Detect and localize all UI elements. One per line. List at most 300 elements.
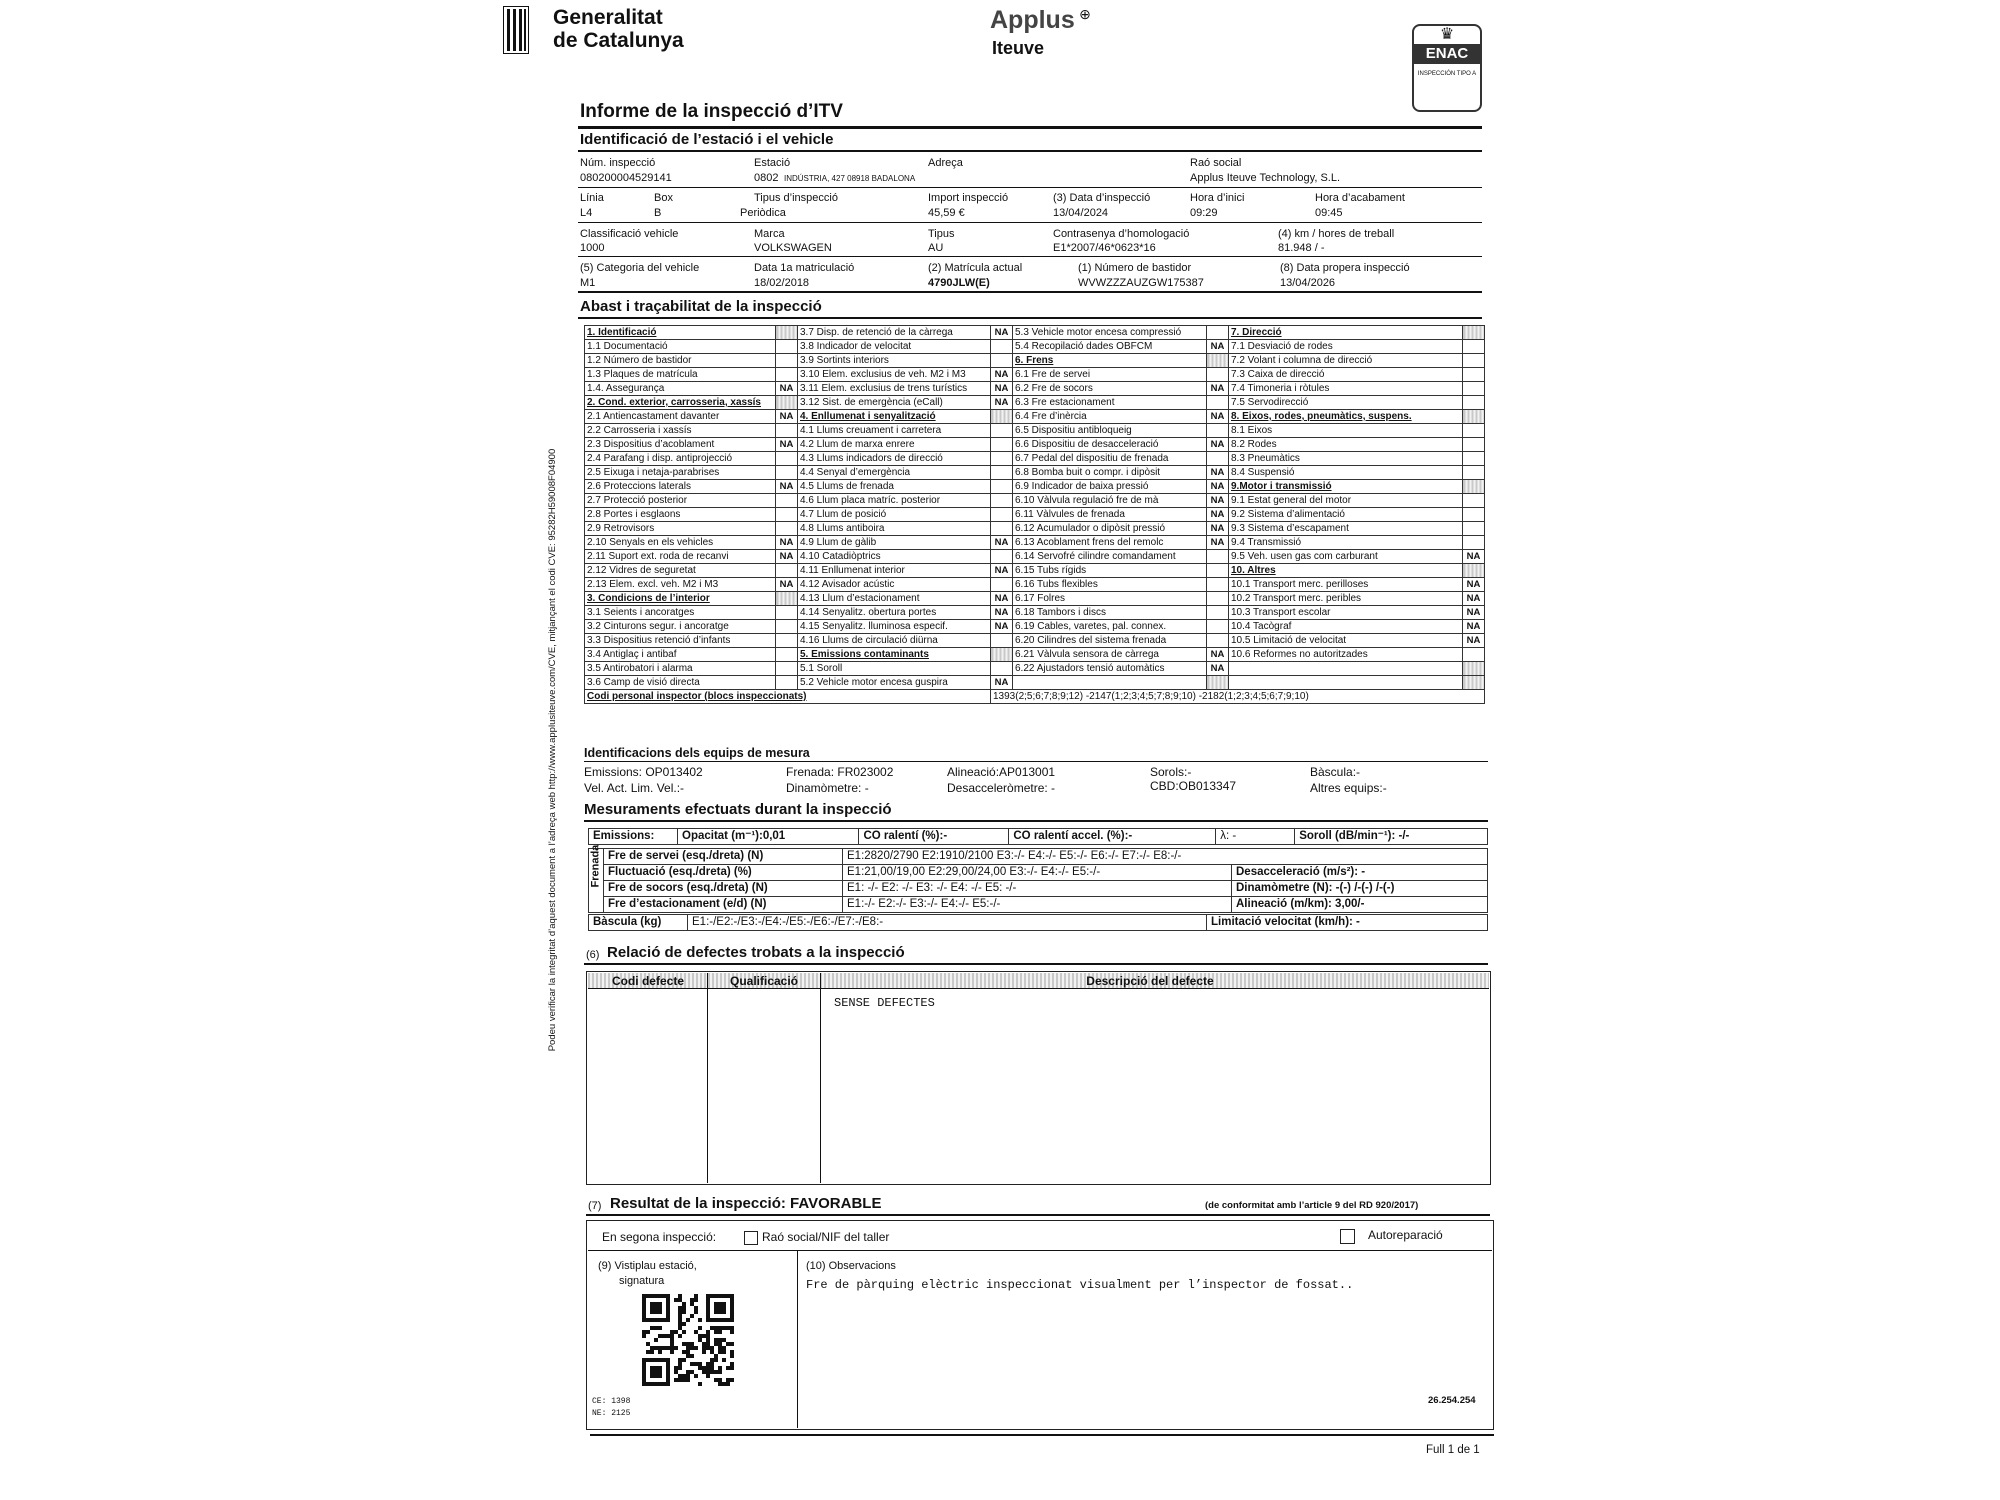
observacions-label: (10) Observacions: [806, 1260, 896, 1272]
checklist-na-mark: [1463, 522, 1485, 536]
checklist-na-mark: [776, 326, 798, 340]
checklist-item: 10.2 Transport merc. peribles: [1229, 592, 1463, 606]
checklist-na-mark: NA: [1207, 480, 1229, 494]
checklist-na-mark: [1463, 466, 1485, 480]
checklist-item: 7.2 Volant i columna de direcció: [1229, 354, 1463, 368]
tipus-insp-label: Tipus d’inspecció: [754, 192, 838, 204]
checklist-na-mark: NA: [776, 382, 798, 396]
checklist-item: 2.3 Dispositius d’acoblament: [585, 438, 776, 452]
adreca-label: Adreça: [928, 157, 963, 169]
codi-inspector-row: [585, 690, 1485, 704]
checklist-row: [585, 522, 1485, 536]
linia: L4: [580, 207, 593, 219]
checklist-item: 4.15 Senyalitz. lluminosa especif.: [798, 620, 991, 634]
resultat-rule: [586, 1214, 1490, 1216]
checklist-na-mark: NA: [1207, 382, 1229, 396]
checklist-item: 8.4 Suspensió: [1229, 466, 1463, 480]
checklist-na-mark: [1463, 494, 1485, 508]
checklist-na-mark: NA: [1207, 522, 1229, 536]
page-number: Full 1 de 1: [1426, 1444, 1480, 1456]
frenada-label: Frenada: [589, 844, 602, 888]
checklist-item: 3.2 Cinturons segur. i ancoratge: [585, 620, 776, 634]
checklist-na-mark: NA: [991, 592, 1013, 606]
checklist-na-mark: NA: [1463, 578, 1485, 592]
checklist-na-mark: [776, 508, 798, 522]
checklist-item: 2.10 Senyals en els vehicles: [585, 536, 776, 550]
matricula-label: (2) Matrícula actual: [928, 262, 1023, 274]
col-codi-defecte: Codi defecte: [611, 974, 684, 988]
checklist-item: 2. Cond. exterior, carrosseria, xassís: [585, 396, 776, 410]
tipus-insp: Periòdica: [740, 207, 786, 219]
checklist-na-mark: NA: [991, 536, 1013, 550]
checklist-item: 6.15 Tubs rígids: [1013, 564, 1207, 578]
checklist-na-mark: [1207, 424, 1229, 438]
checklist-na-mark: [1463, 326, 1485, 340]
checklist-na-mark: NA: [1207, 508, 1229, 522]
checklist-item: 2.8 Portes i esglaons: [585, 508, 776, 522]
classif-label: Classificació vehicle: [580, 228, 679, 240]
registered-icon: ⊕: [1079, 6, 1091, 22]
signatura-label: signatura: [619, 1275, 665, 1287]
checklist-item: 4.14 Senyalitz. obertura portes: [798, 606, 991, 620]
checklist-na-mark: [991, 410, 1013, 424]
checklist-na-mark: [1463, 424, 1485, 438]
checklist-item: 3.10 Elem. exclusius de veh. M2 i M3: [798, 368, 991, 382]
checklist-item: 3.9 Sortints interiors: [798, 354, 991, 368]
checklist-na-mark: [991, 340, 1013, 354]
vistiplau-label: (9) Vistiplau estació,: [598, 1260, 697, 1272]
checklist-item: 4.10 Catadiòptrics: [798, 550, 991, 564]
checklist-row: [585, 508, 1485, 522]
defectes-header-rule: [588, 988, 1489, 989]
checklist-na-mark: [1207, 550, 1229, 564]
checklist-row: [585, 410, 1485, 424]
checklist-na-mark: [1463, 452, 1485, 466]
propera-label: (8) Data propera inspecció: [1280, 262, 1410, 274]
checklist-na-mark: [1207, 368, 1229, 382]
checklist-item: 3.8 Indicador de velocitat: [798, 340, 991, 354]
checklist-item: 2.5 Eixuga i netaja-parabrises: [585, 466, 776, 480]
fre-socors-label: Fre de socors (esq./dreta) (N): [604, 881, 843, 897]
checklist-item: 4.11 Enllumenat interior: [798, 564, 991, 578]
checklist-item: 6.21 Vàlvula sensora de càrrega: [1013, 648, 1207, 662]
verification-text: Podeu verificar la integritat d’aquest document a l’adreça web http://www.applusiteuve.com/CVE, mitjançant el codi CVE: 95282H59008F04900: [547, 448, 558, 1052]
checklist-na-mark: NA: [776, 536, 798, 550]
checklist-item: 6.18 Tambors i discs: [1013, 606, 1207, 620]
checklist-na-mark: [1463, 396, 1485, 410]
checklist-na-mark: NA: [1207, 662, 1229, 676]
checklist-na-mark: NA: [1207, 466, 1229, 480]
checklist-na-mark: [991, 550, 1013, 564]
checklist-item: 9.2 Sistema d’alimentació: [1229, 508, 1463, 522]
checklist-item: 10.1 Transport merc. perilloses: [1229, 578, 1463, 592]
segona-label: En segona inspecció:: [602, 1230, 717, 1244]
checklist-row: [585, 592, 1485, 606]
box: B: [654, 207, 662, 219]
checklist-na-mark: [776, 662, 798, 676]
fluctuacio-label: Fluctuació (esq./dreta) (%): [604, 865, 843, 881]
classif: 1000: [580, 242, 605, 254]
checklist-na-mark: NA: [991, 606, 1013, 620]
checklist-row: [585, 662, 1485, 676]
checklist-item: 4.12 Avisador acústic: [798, 578, 991, 592]
bascula-values: E1:-/E2:-/E3:-/E4:-/E5:-/E6:-/E7:-/E8:-: [688, 915, 1207, 931]
checklist-item: 9.3 Sistema d’escapament: [1229, 522, 1463, 536]
checklist-item: 1. Identificació: [585, 326, 776, 340]
checklist-na-mark: [991, 480, 1013, 494]
resultat-inner-rule: [588, 1250, 1492, 1251]
applus-name: Applus: [990, 6, 1075, 34]
marca-label: Marca: [754, 228, 785, 240]
enac-small: INSPECCIÓN TIPO A: [1417, 71, 1477, 77]
checklist-item: 6.8 Bomba buit o compr. i dipòsit: [1013, 466, 1207, 480]
equips-altres: Altres equips:-: [1310, 781, 1387, 795]
checklist-item: 3.4 Antiglaç i antibaf: [585, 648, 776, 662]
checklist-item: 6.14 Servofré cilindre comandament: [1013, 550, 1207, 564]
checklist-na-mark: [1463, 536, 1485, 550]
box-label: Box: [654, 192, 673, 204]
checklist-row: [585, 634, 1485, 648]
checklist-na-mark: [1463, 410, 1485, 424]
resultat-legal: (de conformitat amb l’article 9 del RD 920/2017): [1205, 1200, 1419, 1211]
checklist-na-mark: [1207, 564, 1229, 578]
checklist-na-mark: NA: [776, 578, 798, 592]
equips-sorols: Sorols:-: [1150, 765, 1192, 779]
checklist-item: 3.1 Seients i ancoratges: [585, 606, 776, 620]
crown-icon: ♛: [1439, 26, 1455, 43]
checklist-na-mark: [776, 606, 798, 620]
applus-logo: [990, 6, 1091, 35]
checklist-item: 1.4. Assegurança: [585, 382, 776, 396]
checklist-na-mark: [776, 522, 798, 536]
checklist-na-mark: [776, 634, 798, 648]
fre-estac-label: Fre d’estacionament (e/d) (N): [604, 897, 843, 913]
checklist-item: 4.16 Llums de circulació diürna: [798, 634, 991, 648]
checklist-na-mark: [1463, 368, 1485, 382]
checklist-item: 4.6 Llum placa matríc. posterior: [798, 494, 991, 508]
checklist-row: [585, 326, 1485, 340]
meas-soroll: Soroll (dB/min⁻¹): -/-: [1295, 829, 1488, 845]
checklist-item: 7.4 Timoneria i ròtules: [1229, 382, 1463, 396]
checklist-item: 4.4 Senyal d’emergència: [798, 466, 991, 480]
checklist-item: 6.4 Fre d’inèrcia: [1013, 410, 1207, 424]
checklist-na-mark: [1207, 326, 1229, 340]
checklist-item: 10.5 Limitació de velocitat: [1229, 634, 1463, 648]
checklist-item: 6.9 Indicador de baixa pressió: [1013, 480, 1207, 494]
hora-acab-label: Hora d’acabament: [1315, 192, 1405, 204]
checklist-item: 9.Motor i transmissió: [1229, 480, 1463, 494]
meas-lambda: λ: -: [1216, 829, 1295, 845]
checklist-na-mark: [1463, 438, 1485, 452]
checklist-na-mark: [991, 634, 1013, 648]
checklist-item: 1.2 Número de bastidor: [585, 354, 776, 368]
equips-vel: Vel. Act. Lim. Vel.:-: [584, 781, 685, 795]
checklist-row: [585, 354, 1485, 368]
checklist-item: 3.12 Sist. de emergència (eCall): [798, 396, 991, 410]
codi-inspector-value: 1393(2;5;6;7;8;9;12) -2147(1;2;3;4;5;7;8;9;10) -2182(1;2;3;4;5;6;7;9;10): [991, 690, 1485, 704]
checklist-item: 2.7 Protecció posterior: [585, 494, 776, 508]
checklist-na-mark: [991, 508, 1013, 522]
checklist-item: 4.8 Llums antiboira: [798, 522, 991, 536]
checklist-row: [585, 648, 1485, 662]
checklist-item: 3.5 Antirobatori i alarma: [585, 662, 776, 676]
checklist-item: 2.9 Retrovisors: [585, 522, 776, 536]
checklist-na-mark: NA: [776, 438, 798, 452]
checklist-item: 6. Frens: [1013, 354, 1207, 368]
checklist-row: [585, 536, 1485, 550]
col-qualificacio: Qualificació: [729, 974, 799, 988]
checklist-item: 6.16 Tubs flexibles: [1013, 578, 1207, 592]
checklist-row: [585, 368, 1485, 382]
checklist-item: 2.11 Suport ext. roda de recanvi: [585, 550, 776, 564]
meas-co-accel: CO ralentí accel. (%):-: [1009, 829, 1216, 845]
checklist-na-mark: [1207, 592, 1229, 606]
checklist-item: 7. Direcció: [1229, 326, 1463, 340]
checklist-item: 5.4 Recopilació dades OBFCM: [1013, 340, 1207, 354]
checklist-item: 6.20 Cilindres del sistema frenada: [1013, 634, 1207, 648]
defectes-num: (6): [586, 949, 600, 961]
mesuraments-rule: [584, 820, 1488, 822]
checklist-na-mark: [1463, 648, 1485, 662]
checklist-na-mark: [776, 354, 798, 368]
checklist-item: 10.3 Transport escolar: [1229, 606, 1463, 620]
equips-alineacio: Alineació:AP013001: [947, 765, 1056, 779]
mesuraments-title: Mesuraments efectuats durant la inspecció: [584, 801, 892, 818]
propera: 13/04/2026: [1280, 277, 1336, 289]
enac-label: ENAC: [1414, 44, 1480, 64]
checklist-na-mark: NA: [1207, 494, 1229, 508]
fre-servei: E1:2820/2790 E2:1910/2100 E3:-/- E4:-/- E5:-/- E6:-/- E7:-/- E8:-/-: [843, 849, 1488, 865]
categoria: M1: [580, 277, 596, 289]
checklist-na-mark: [991, 662, 1013, 676]
checklist-na-mark: NA: [1207, 536, 1229, 550]
fre-servei-label: Fre de servei (esq./dreta) (N): [604, 849, 843, 865]
checklist-row: [585, 396, 1485, 410]
checklist-na-mark: [776, 620, 798, 634]
checklist-item: 6.2 Fre de socors: [1013, 382, 1207, 396]
checklist-item: [1229, 676, 1463, 690]
checklist-item: 7.3 Caixa de direcció: [1229, 368, 1463, 382]
import: 45,59 €: [928, 207, 965, 219]
checklist-na-mark: [1463, 382, 1485, 396]
checklist-na-mark: NA: [776, 410, 798, 424]
rao-social-taller-label: Raó social/NIF del taller: [762, 1230, 890, 1244]
checklist-row: [585, 550, 1485, 564]
meas-opacitat: Opacitat (m⁻¹):0,01: [678, 829, 859, 845]
estacio: 0802: [754, 172, 779, 184]
checklist-item: 5.2 Vehicle motor encesa guspira: [798, 676, 991, 690]
checklist-row: [585, 452, 1485, 466]
resultat-num: (7): [588, 1200, 602, 1212]
ident-row-rule: [578, 222, 1482, 223]
adreca: INDÚSTRIA, 427 08918 BADALONA: [784, 174, 916, 183]
ident-rule: [578, 150, 1482, 152]
checklist-row: [585, 620, 1485, 634]
bastidor-label: (1) Número de bastidor: [1078, 262, 1192, 274]
estacio-label: Estació: [754, 157, 791, 169]
checklist-row: [585, 480, 1485, 494]
checklist-row: [585, 382, 1485, 396]
checklist-item: 4.7 Llum de posició: [798, 508, 991, 522]
rao-social-checkbox[interactable]: [744, 1231, 758, 1245]
checklist-item: 1.3 Plaques de matrícula: [585, 368, 776, 382]
checklist-item: 4.1 Llums creuament i carretera: [798, 424, 991, 438]
checklist-item: 6.17 Folres: [1013, 592, 1207, 606]
checklist-item: 8.3 Pneumàtics: [1229, 452, 1463, 466]
checklist-item: 6.3 Fre estacionament: [1013, 396, 1207, 410]
checklist-na-mark: [991, 354, 1013, 368]
defectes-col-divider: [820, 973, 821, 1183]
checklist-na-mark: NA: [991, 368, 1013, 382]
defectes-title: Relació de defectes trobats a la inspecció: [607, 944, 905, 961]
checklist-item: 4. Enllumenat i senyalització: [798, 410, 991, 424]
checklist-item: 6.5 Dispositiu antibloqueig: [1013, 424, 1207, 438]
defectes-col-divider: [707, 973, 708, 1183]
applus-sub: Iteuve: [992, 38, 1045, 58]
checklist-na-mark: [776, 424, 798, 438]
braking-table: [588, 844, 1488, 913]
checklist-na-mark: NA: [991, 564, 1013, 578]
checklist-row: [585, 340, 1485, 354]
report-title: Informe de la inspecció d’ITV: [580, 101, 843, 122]
ident-title: Identificació de l’estació i el vehicle: [580, 131, 834, 148]
checklist-na-mark: NA: [991, 396, 1013, 410]
document-number: 26.254.254: [1428, 1395, 1476, 1406]
checklist-item: 2.12 Vidres de seguretat: [585, 564, 776, 578]
equips-desacc: Desacceleròmetre: -: [947, 781, 1056, 795]
checklist-item: 8.1 Eixos: [1229, 424, 1463, 438]
abast-title: Abast i traçabilitat de la inspecció: [580, 298, 822, 315]
equips-emissions: Emissions: OP013402: [584, 765, 703, 779]
checklist-na-mark: [776, 494, 798, 508]
data-insp: 13/04/2024: [1053, 207, 1109, 219]
checklist-na-mark: [1207, 354, 1229, 368]
checklist-na-mark: [1463, 662, 1485, 676]
meas-limitacio: Limitació velocitat (km/h): -: [1207, 915, 1488, 931]
checklist-item: 5.1 Soroll: [798, 662, 991, 676]
checklist-item: 6.1 Fre de servei: [1013, 368, 1207, 382]
categoria-label: (5) Categoria del vehicle: [580, 262, 700, 274]
checklist-row: [585, 564, 1485, 578]
checklist-na-mark: [776, 676, 798, 690]
checklist-na-mark: [776, 592, 798, 606]
checklist-na-mark: NA: [1207, 410, 1229, 424]
checklist-na-mark: NA: [776, 550, 798, 564]
checklist-na-mark: NA: [1463, 634, 1485, 648]
checklist-na-mark: [1463, 564, 1485, 578]
checklist-na-mark: [1463, 676, 1485, 690]
checklist-item: 9.5 Veh. usen gas com carburant: [1229, 550, 1463, 564]
checklist-item: 6.19 Cables, varetes, pal. connex.: [1013, 620, 1207, 634]
checklist-na-mark: [776, 564, 798, 578]
checklist-na-mark: [991, 438, 1013, 452]
hora-inici: 09:29: [1190, 207, 1218, 219]
fre-socors: E1: -/- E2: -/- E3: -/- E4: -/- E5: -/-: [843, 881, 1232, 897]
checklist-item: 3.7 Disp. de retenció de la càrrega: [798, 326, 991, 340]
sense-defectes: SENSE DEFECTES: [834, 996, 935, 1010]
hora-acab: 09:45: [1315, 207, 1343, 219]
frenada-label-cell: [589, 844, 604, 913]
defectes-rule: [584, 963, 1488, 965]
checklist-item: 6.13 Acoblament frens del remolc: [1013, 536, 1207, 550]
observacions-text: Fre de pàrquing elèctric inspeccionat visualment per l’inspector de fossat..: [806, 1278, 1354, 1292]
ne-code: NE: 2125: [592, 1409, 631, 1418]
bascula-table: [588, 914, 1488, 931]
checklist-na-mark: [1207, 578, 1229, 592]
checklist-item: 3.6 Camp de visió directa: [585, 676, 776, 690]
inspection-checklist: [584, 325, 1485, 704]
checklist-item: 2.4 Parafang i disp. antiprojecció: [585, 452, 776, 466]
checklist-na-mark: NA: [991, 676, 1013, 690]
checklist-na-mark: NA: [1207, 438, 1229, 452]
checklist-item: 2.13 Elem. excl. veh. M2 i M3: [585, 578, 776, 592]
checklist-na-mark: [776, 368, 798, 382]
checklist-na-mark: [991, 452, 1013, 466]
checklist-item: 5. Emissions contaminants: [798, 648, 991, 662]
generalitat-emblem-icon: [503, 6, 529, 54]
checklist-na-mark: [1463, 354, 1485, 368]
equips-rule: [584, 761, 1488, 762]
ident-bottom-rule: [578, 291, 1482, 293]
checklist-item: 6.6 Dispositiu de desacceleració: [1013, 438, 1207, 452]
checklist-item: 1.1 Documentació: [585, 340, 776, 354]
checklist-na-mark: [1207, 634, 1229, 648]
checklist-item: 8.2 Rodes: [1229, 438, 1463, 452]
checklist-na-mark: [1207, 396, 1229, 410]
checklist-item: 4.2 Llum de marxa enrere: [798, 438, 991, 452]
checklist-na-mark: NA: [1207, 648, 1229, 662]
checklist-item: 7.1 Desviació de rodes: [1229, 340, 1463, 354]
checklist-na-mark: NA: [776, 480, 798, 494]
checklist-item: 7.5 Servodirecció: [1229, 396, 1463, 410]
checklist-na-mark: NA: [1463, 550, 1485, 564]
checklist-na-mark: [776, 340, 798, 354]
km: 81.948 / -: [1278, 242, 1325, 254]
checklist-item: 3.3 Dispositius retenció d’infants: [585, 634, 776, 648]
meas-alineacio: Alineació (m/km): 3,00/-: [1232, 897, 1488, 913]
equips-bascula: Bàscula:-: [1310, 765, 1361, 779]
checklist-item: 6.10 Vàlvula regulació fre de mà: [1013, 494, 1207, 508]
title-rule: [578, 126, 1482, 129]
autoreparacio-checkbox[interactable]: [1340, 1229, 1355, 1244]
checklist-item: [1229, 662, 1463, 676]
checklist-row: [585, 676, 1485, 690]
checklist-item: 4.3 Llums indicadors de direcció: [798, 452, 991, 466]
checklist-na-mark: [1463, 340, 1485, 354]
checklist-na-mark: NA: [991, 326, 1013, 340]
checklist-na-mark: NA: [1207, 340, 1229, 354]
checklist-na-mark: NA: [1463, 592, 1485, 606]
checklist-na-mark: [776, 648, 798, 662]
bascula-label: Bàscula (kg): [589, 915, 688, 931]
checklist-item: 10. Altres: [1229, 564, 1463, 578]
enac-seal: [1412, 24, 1482, 112]
checklist-na-mark: [776, 396, 798, 410]
codi-inspector-label: Codi personal inspector (blocs inspeccionats): [585, 690, 991, 704]
marca: VOLKSWAGEN: [754, 242, 832, 254]
km-label: (4) km / hores de treball: [1278, 228, 1395, 240]
meas-co-ralenti: CO ralentí (%):-: [859, 829, 1009, 845]
checklist-item: 9.4 Transmissió: [1229, 536, 1463, 550]
checklist-item: 9.1 Estat general del motor: [1229, 494, 1463, 508]
fre-estac: E1:-/- E2:-/- E3:-/- E4:-/- E5:-/-: [843, 897, 1232, 913]
checklist-item: [1013, 676, 1207, 690]
checklist-na-mark: [776, 466, 798, 480]
checklist-item: 4.13 Llum d’estacionament: [798, 592, 991, 606]
abast-rule: [578, 317, 1482, 319]
rao-social-label: Raó social: [1190, 157, 1242, 169]
checklist-item: 6.11 Vàlvules de frenada: [1013, 508, 1207, 522]
